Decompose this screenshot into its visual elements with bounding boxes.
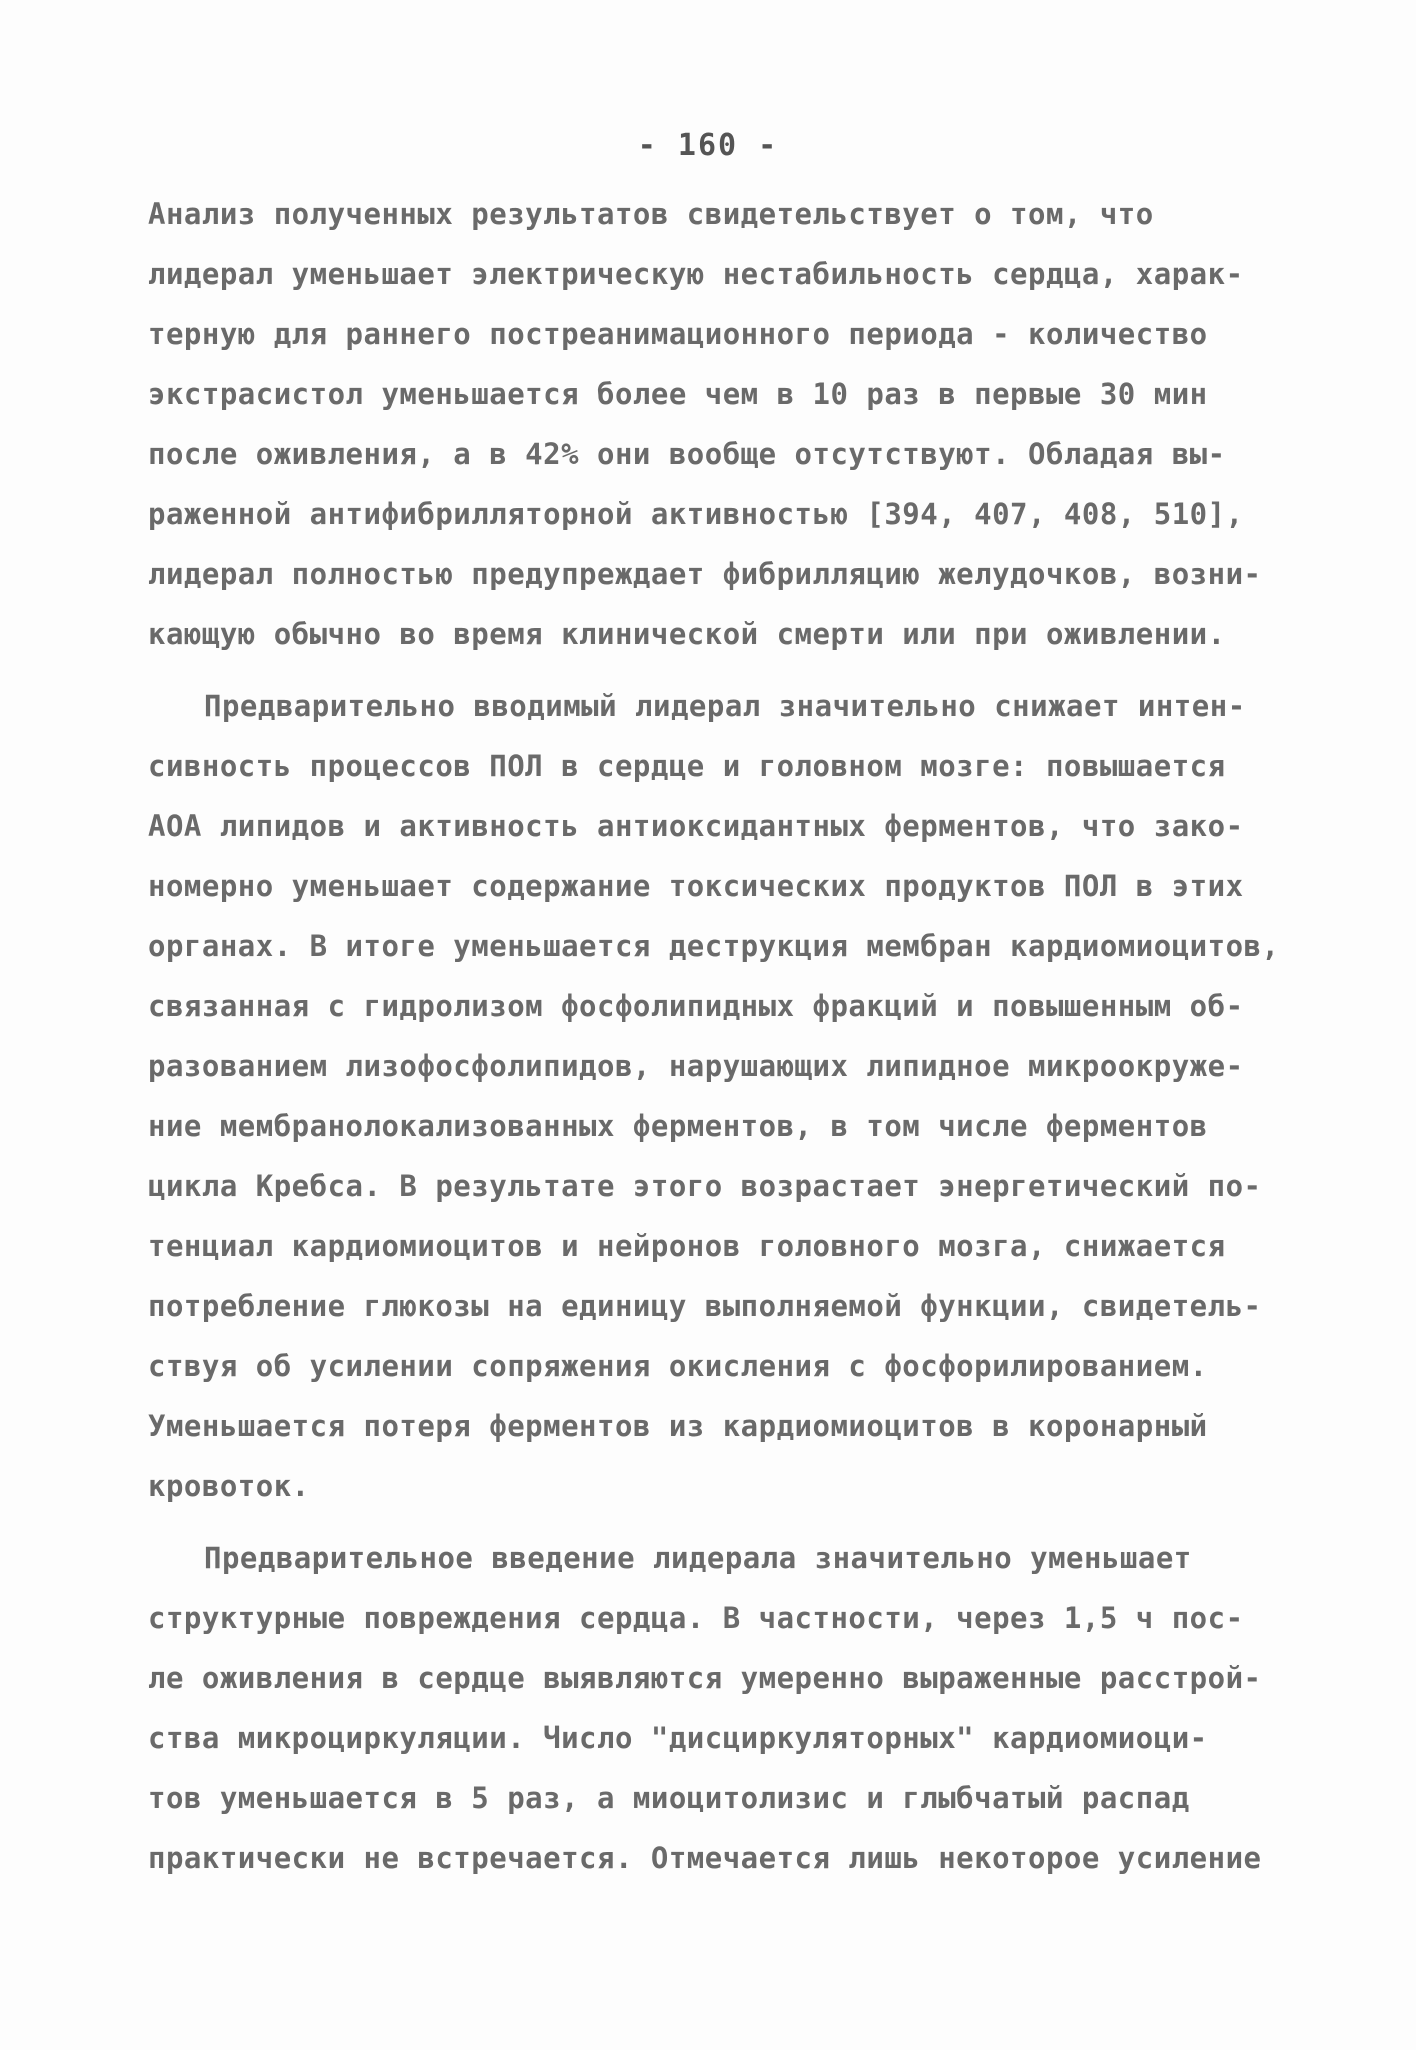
text-line: кровоток. bbox=[148, 1469, 310, 1503]
text-line: терную для раннего постреанимационного периода - количество bbox=[148, 317, 1208, 351]
text-line: ние мембранолокализованных ферментов, в том числе ферментов bbox=[148, 1109, 1208, 1143]
text-line: Предварительно вводимый лидерал значительно снижает интен- bbox=[204, 689, 1246, 723]
page-number: - 160 - bbox=[637, 128, 779, 163]
text-line: Анализ полученных результатов свидетельствует о том, что bbox=[148, 197, 1154, 231]
text-line: лидерал полностью предупреждает фибрилляцию желудочков, возни- bbox=[148, 557, 1262, 591]
text-line: разованием лизофосфолипидов, нарушающих липидное микроокруже- bbox=[148, 1049, 1244, 1083]
text-line: практически не встречается. Отмечается лишь некоторое усиление bbox=[148, 1841, 1262, 1875]
text-line: после оживления, а в 42% они вообще отсутствуют. Обладая вы- bbox=[148, 437, 1226, 471]
text-line: органах. В итоге уменьшается деструкция мембран кардиомиоцитов, bbox=[148, 929, 1280, 963]
text-line: АОА липидов и активность антиоксидантных ферментов, что зако- bbox=[148, 809, 1244, 843]
text-line: Предварительное введение лидерала значительно уменьшает bbox=[204, 1541, 1192, 1575]
document-body bbox=[148, 184, 1288, 1900]
text-line: лидерал уменьшает электрическую нестабильность сердца, харак- bbox=[148, 257, 1244, 291]
paragraph-1 bbox=[148, 184, 1288, 664]
text-line: номерно уменьшает содержание токсических продуктов ПОЛ в этих bbox=[148, 869, 1244, 903]
text-line: связанная с гидролизом фосфолипидных фракций и повышенным об- bbox=[148, 989, 1244, 1023]
text-line: структурные повреждения сердца. В частности, через 1,5 ч пос- bbox=[148, 1601, 1244, 1635]
text-line: цикла Кребса. В результате этого возрастает энергетический по- bbox=[148, 1169, 1262, 1203]
paragraph-3 bbox=[148, 1528, 1288, 1888]
text-line: ствуя об усилении сопряжения окисления с фосфорилированием. bbox=[148, 1349, 1208, 1383]
text-line: ства микроциркуляции. Число "дисциркуляторных" кардиомиоци- bbox=[148, 1721, 1208, 1755]
text-line: сивность процессов ПОЛ в сердце и головном мозге: повышается bbox=[148, 749, 1226, 783]
text-line: Уменьшается потеря ферментов из кардиомиоцитов в коронарный bbox=[148, 1409, 1208, 1443]
text-line: тов уменьшается в 5 раз, а миоцитолизис и глыбчатый распад bbox=[148, 1781, 1190, 1815]
text-line: тенциал кардиомиоцитов и нейронов головного мозга, снижается bbox=[148, 1229, 1226, 1263]
text-line: потребление глюкозы на единицу выполняемой функции, свидетель- bbox=[148, 1289, 1262, 1323]
text-line: экстрасистол уменьшается более чем в 10 раз в первые 30 мин bbox=[148, 377, 1208, 411]
text-line: ле оживления в сердце выявляются умеренно выраженные расстрой- bbox=[148, 1661, 1262, 1695]
text-line: раженной антифибрилляторной активностью [394, 407, 408, 510], bbox=[148, 497, 1244, 531]
text-line: кающую обычно во время клинической смерти или при оживлении. bbox=[148, 617, 1226, 651]
paragraph-2 bbox=[148, 676, 1288, 1516]
